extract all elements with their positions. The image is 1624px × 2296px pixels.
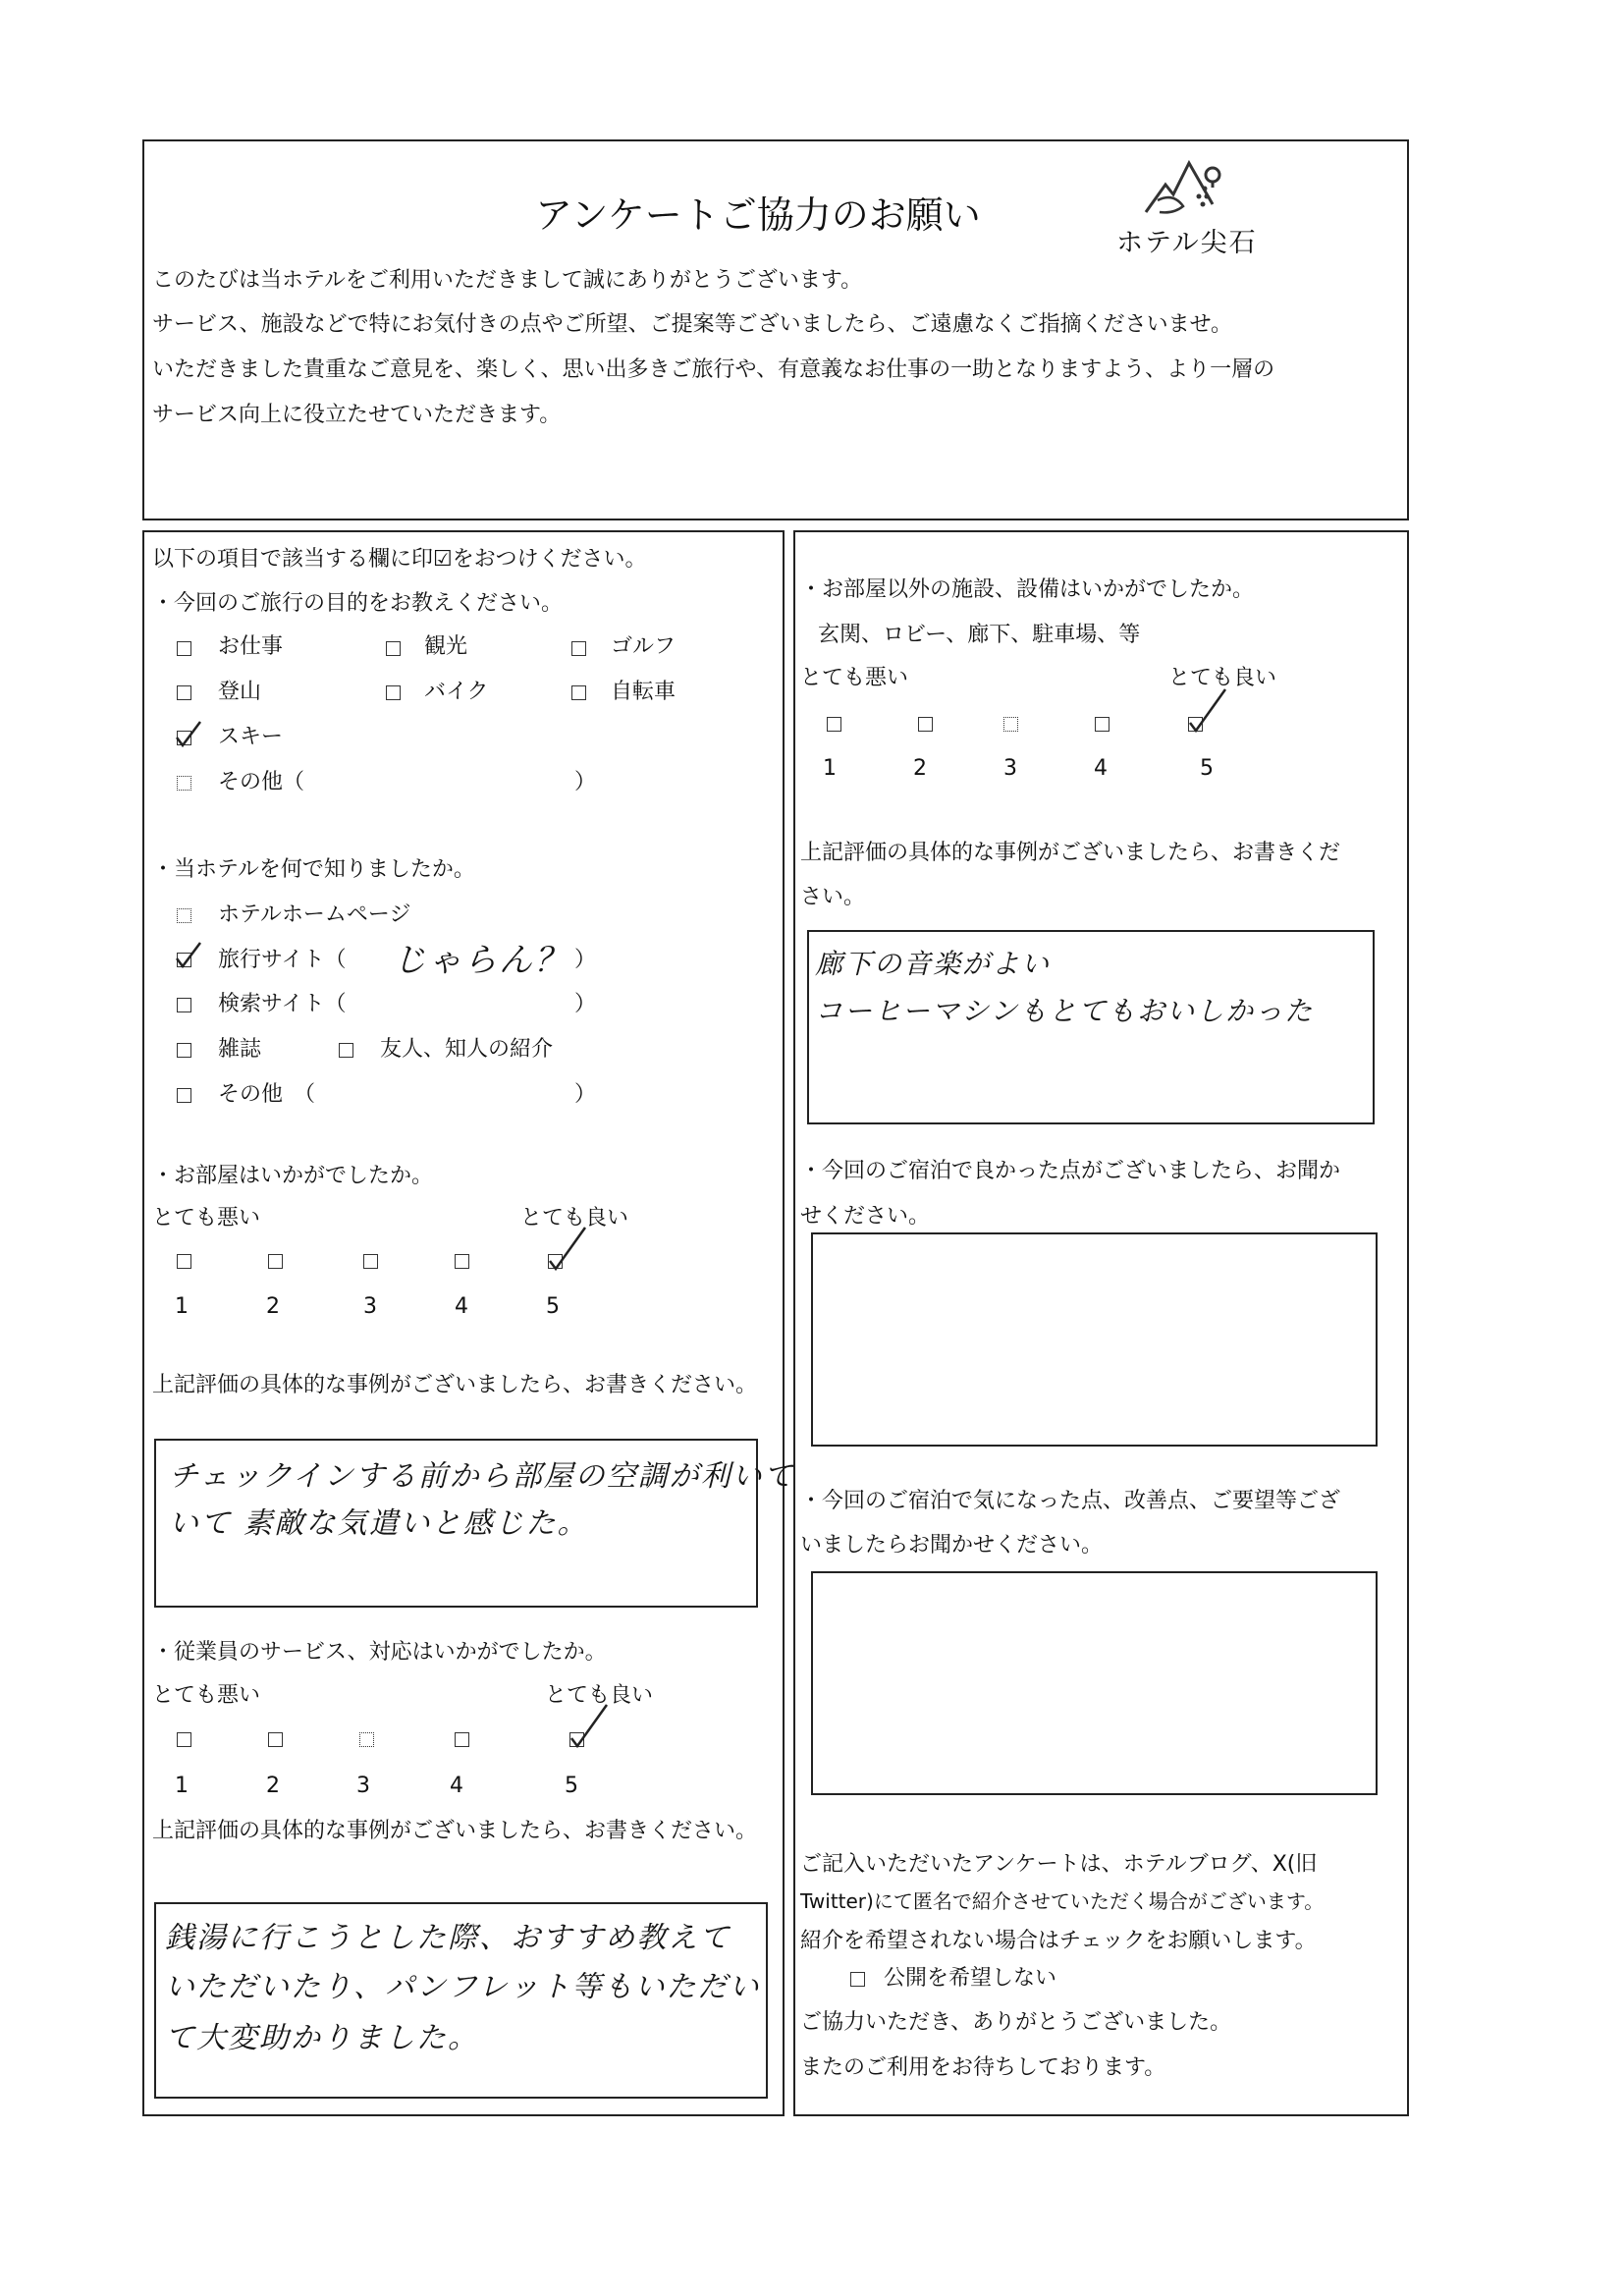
room-high-label: とても良い (520, 1206, 629, 1230)
staff-rating-2-checkbox[interactable] (268, 1732, 283, 1747)
staff-comment-line-2: いただいたり、パンフレット等もいただい (165, 1970, 761, 2004)
purpose-sightseeing-label: 観光 (424, 634, 468, 659)
staff-low-label: とても悪い (152, 1683, 261, 1708)
purpose-work-label: お仕事 (218, 634, 284, 659)
facilities-question: ・お部屋以外の施設、設備はいかがでしたか。 (800, 577, 1255, 602)
staff-scale-2: 2 (266, 1774, 280, 1798)
source-search-site-close: ） (574, 992, 597, 1016)
room-rating-2-checkbox[interactable] (268, 1254, 283, 1269)
staff-detail-prompt: 上記評価の具体的な事例がございましたら、お書きください。 (152, 1819, 758, 1843)
instruction-text: 以下の項目で該当する欄に印☑をおつけください。 (152, 547, 647, 572)
optout-label: 公開を希望しない (884, 1966, 1057, 1991)
intro-line-3: いただきました貴重なご意見を、楽しく、思い出多きご旅行や、有意義なお仕事の一助となりますよう、より一層の (152, 357, 1275, 382)
page-title: アンケートご協力のお願い (535, 193, 981, 237)
facilities-rating-4-checkbox[interactable] (1095, 717, 1110, 732)
facilities-examples: 玄関、ロビー、廊下、駐車場、等 (818, 623, 1141, 647)
optout-checkbox[interactable] (850, 1972, 865, 1987)
purpose-bike-label: バイク (424, 680, 489, 704)
facilities-comment-line-2: コーヒーマシンもとてもおいしかった (815, 995, 1315, 1027)
purpose-other-checkbox[interactable] (177, 776, 191, 791)
staff-rating-4-checkbox[interactable] (455, 1732, 469, 1747)
source-magazine-checkbox[interactable] (177, 1043, 191, 1058)
improvements-comment-box[interactable] (811, 1571, 1378, 1795)
good-points-question-2: せください。 (800, 1204, 931, 1229)
improvements-question-1: ・今回のご宿泊で気になった点、改善点、ご要望等ござ (800, 1489, 1341, 1513)
staff-rating-1-checkbox[interactable] (177, 1732, 191, 1747)
source-search-site-label: 検索サイト（ (218, 992, 347, 1016)
staff-scale-3: 3 (356, 1774, 370, 1798)
intro-line-4: サービス向上に役立たせていただきます。 (152, 403, 562, 427)
check-mark-icon (1186, 685, 1235, 735)
purpose-climbing-label: 登山 (218, 680, 262, 704)
purpose-ski-label: スキー (218, 725, 284, 749)
source-magazine-label: 雑誌 (218, 1037, 262, 1062)
thanks-line-1: ご協力いただき、ありがとうございました。 (800, 2010, 1232, 2035)
left-column-panel (142, 530, 785, 2116)
purpose-bike-checkbox[interactable] (386, 685, 401, 700)
facilities-scale-3: 3 (1003, 756, 1017, 781)
purpose-climbing-checkbox[interactable] (177, 685, 191, 700)
room-scale-5: 5 (546, 1294, 560, 1319)
source-question: ・当ホテルを何で知りましたか。 (152, 857, 475, 882)
purpose-golf-label: ゴルフ (611, 634, 677, 659)
facilities-detail-prompt-1: 上記評価の具体的な事例がございましたら、お書きくだ (800, 841, 1341, 865)
purpose-bicycle-label: 自転車 (611, 680, 677, 704)
purpose-other-label: その他（ (218, 770, 305, 794)
check-mark-icon (173, 941, 204, 970)
room-scale-4: 4 (455, 1294, 468, 1319)
source-other-close: ） (574, 1082, 597, 1107)
room-rating-3-checkbox[interactable] (363, 1254, 378, 1269)
source-homepage-label: ホテルホームページ (218, 902, 411, 927)
room-comment-line-2: いて 素敵な気遣いと感じた。 (169, 1506, 589, 1541)
staff-high-label: とても良い (545, 1683, 654, 1708)
room-comment-line-1: チェックインする前から部屋の空調が利いて (169, 1459, 795, 1494)
travel-site-handwritten: じゃらん？ (393, 941, 569, 980)
facilities-detail-prompt-2: さい。 (800, 885, 866, 909)
room-scale-2: 2 (266, 1294, 280, 1319)
purpose-work-checkbox[interactable] (177, 641, 191, 656)
source-friend-label: 友人、知人の紹介 (380, 1037, 554, 1062)
facilities-scale-5: 5 (1200, 756, 1214, 781)
source-friend-checkbox[interactable] (339, 1043, 353, 1058)
improvements-question-2: いましたらお聞かせください。 (800, 1533, 1104, 1558)
thanks-line-2: またのご利用をお待ちしております。 (800, 2055, 1166, 2080)
room-rating-1-checkbox[interactable] (177, 1254, 191, 1269)
check-mark-icon (568, 1701, 617, 1750)
good-points-comment-box[interactable] (811, 1232, 1378, 1447)
facilities-rating-1-checkbox[interactable] (827, 717, 841, 732)
facilities-scale-4: 4 (1094, 756, 1108, 781)
purpose-golf-checkbox[interactable] (571, 641, 586, 656)
footer-line-3: 紹介を希望されない場合はチェックをお願いします。 (800, 1929, 1317, 1953)
source-homepage-checkbox[interactable] (177, 908, 191, 923)
staff-scale-1: 1 (175, 1774, 189, 1798)
intro-line-2: サービス、施設などで特にお気付きの点やご所望、ご提案等ございましたら、ご遠慮なくご指摘くださいませ。 (152, 312, 1233, 337)
good-points-question-1: ・今回のご宿泊で良かった点がございましたら、お聞か (800, 1159, 1341, 1183)
purpose-question: ・今回のご旅行の目的をお教えください。 (152, 591, 564, 616)
purpose-bicycle-checkbox[interactable] (571, 685, 586, 700)
room-question: ・お部屋はいかがでしたか。 (152, 1164, 434, 1188)
facilities-comment-line-1: 廊下の音楽がよい (815, 948, 1052, 980)
intro-line-1: このたびは当ホテルをご利用いただきまして誠にありがとうございます。 (152, 268, 863, 293)
source-travel-site-label: 旅行サイト（ (218, 948, 347, 972)
room-scale-1: 1 (175, 1294, 189, 1319)
staff-scale-5: 5 (565, 1774, 578, 1798)
footer-line-1: ご記入いただいたアンケートは、ホテルブログ、X(旧 (800, 1852, 1318, 1877)
facilities-low-label: とても悪い (800, 666, 909, 690)
facilities-rating-3-checkbox[interactable] (1003, 717, 1018, 732)
footer-line-2: Twitter)にて匿名で紹介させていただく場合がございます。 (800, 1889, 1325, 1913)
facilities-high-label: とても良い (1168, 666, 1277, 690)
room-detail-prompt: 上記評価の具体的な事例がございましたら、お書きください。 (152, 1373, 758, 1397)
room-scale-3: 3 (363, 1294, 377, 1319)
logo-text: ホテル尖石 (1116, 228, 1258, 258)
facilities-scale-1: 1 (823, 756, 837, 781)
facilities-scale-2: 2 (913, 756, 927, 781)
room-rating-4-checkbox[interactable] (455, 1254, 469, 1269)
staff-comment-line-1: 銭湯に行こうとした際、おすすめ教えて (165, 1921, 731, 1955)
mountain-logo-icon (1144, 155, 1242, 224)
check-mark-icon (546, 1224, 595, 1273)
source-other-checkbox[interactable] (177, 1088, 191, 1103)
staff-scale-4: 4 (450, 1774, 463, 1798)
room-low-label: とても悪い (152, 1206, 261, 1230)
facilities-rating-2-checkbox[interactable] (918, 717, 933, 732)
source-other-label: その他 （ (218, 1082, 316, 1107)
source-search-site-checkbox[interactable] (177, 998, 191, 1012)
source-travel-site-close: ） (574, 948, 597, 972)
staff-comment-line-3: て大変助かりました。 (165, 2021, 479, 2055)
purpose-sightseeing-checkbox[interactable] (386, 641, 401, 656)
staff-rating-3-checkbox[interactable] (359, 1732, 374, 1747)
check-mark-icon (173, 720, 204, 749)
staff-question: ・従業員のサービス、対応はいかがでしたか。 (152, 1640, 607, 1665)
purpose-other-close: ） (574, 770, 597, 794)
